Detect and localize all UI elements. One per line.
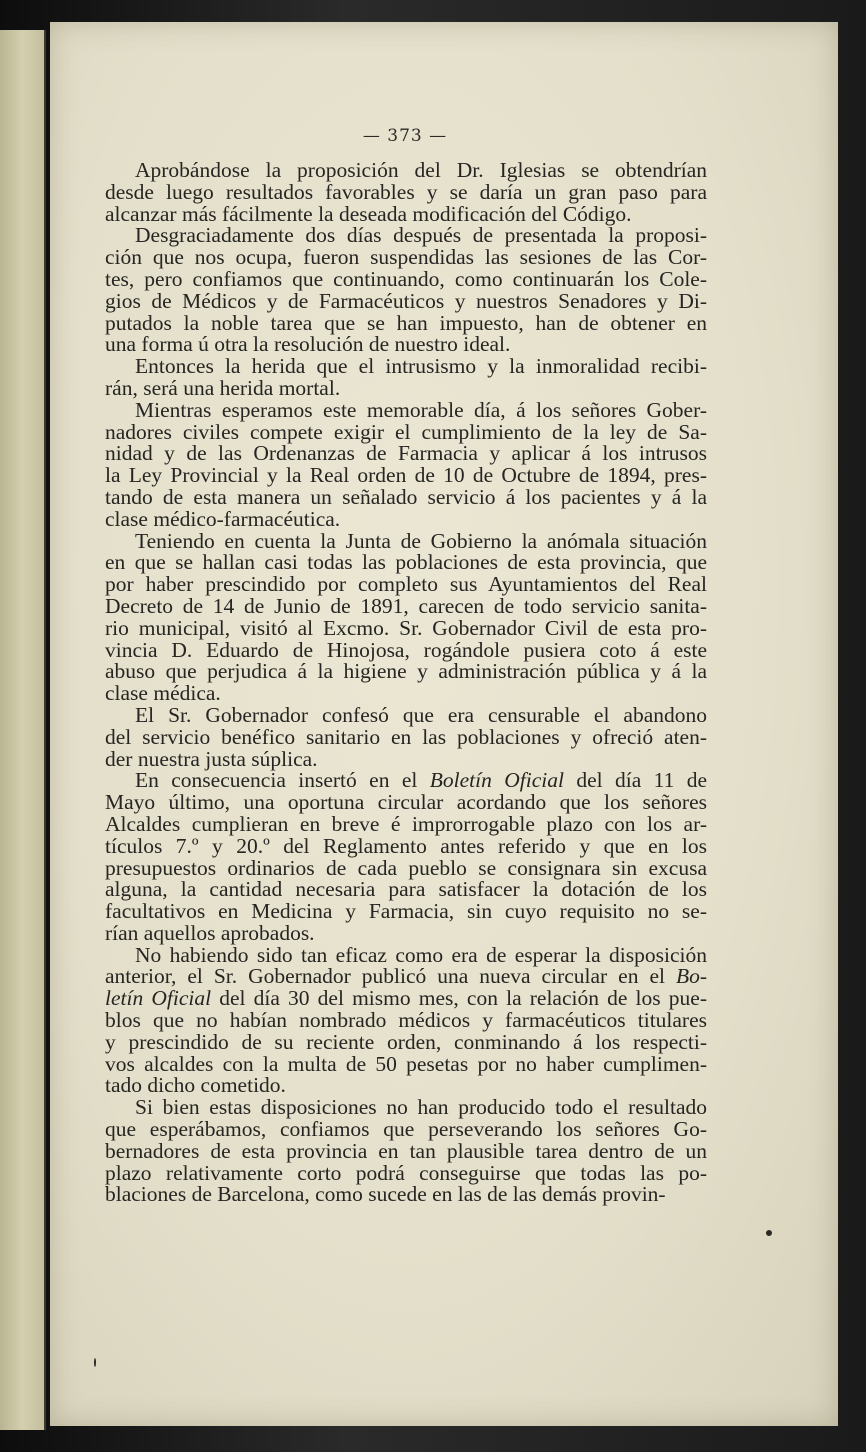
text-line: clase médica. (105, 681, 221, 706)
paragraph (105, 397, 707, 531)
text-line: la Ley Provincial y la Real orden de 10 de Octubre de 1894, pres- (105, 463, 707, 488)
text-line: Teniendo en cuenta la Junta de Gobierno la anómala situación (135, 528, 707, 553)
text-line: Si bien estas disposiciones no han producido todo el resultado (135, 1095, 707, 1120)
ink-speck (94, 1358, 96, 1367)
text-line: El Sr. Gobernador confesó que era censurable el abandono (135, 702, 707, 727)
text-line: vos alcaldes con la multa de 50 pesetas por no haber cumplimen- (105, 1051, 707, 1076)
text-line: putados la noble tarea que se han impuesto, han de obtener en (105, 310, 707, 335)
text-line: vincia D. Eduardo de Hinojosa, rogándole pusiera coto á este (105, 637, 707, 662)
paragraph (105, 702, 707, 771)
text-line: gios de Médicos y de Farmacéuticos y nuestros Senadores y Di- (105, 288, 707, 313)
text-line: del servicio benéfico sanitario en las poblaciones y ofreció aten- (105, 724, 707, 749)
text-line: Entonces la herida que el intrusismo y la inmoralidad recibi- (135, 354, 707, 379)
text-line: bernadores de esta provincia en tan plausible tarea dentro de un (105, 1138, 707, 1163)
text-line: plazo relativamente corto podrá conseguirse que todas las po- (105, 1160, 707, 1185)
previous-page-edge (0, 30, 46, 1430)
text-line: anterior, el Sr. Gobernador publicó una nueva circular en el Bo- (105, 964, 707, 989)
paragraph (105, 942, 707, 1098)
paragraph (105, 1097, 707, 1206)
text-line: nadores civiles compete exigir el cumplimiento de la ley de Sa- (105, 419, 707, 444)
text-line: rio municipal, visitó al Excmo. Sr. Gobernador Civil de esta pro- (105, 615, 707, 640)
text-line: presupuestos ordinarios de cada pueblo se consignara sin excusa (105, 855, 707, 880)
text-line: Aprobándose la proposición del Dr. Iglesias se obtendrían (135, 158, 707, 182)
page-number: — 373 — (362, 126, 448, 146)
text-line: der nuestra justa súplica. (105, 746, 318, 771)
text-line: letín Oficial del día 30 del mismo mes, con la relación de los pue- (105, 986, 707, 1011)
text-line: abuso que perjudica á la higiene y administración pública y á la (105, 659, 707, 684)
text-line: tando de esta manera un señalado servicio á los pacientes y á la (105, 484, 707, 509)
text-line: alcanzar más fácilmente la deseada modificación del Código. (105, 201, 632, 226)
text-line: alguna, la cantidad necesaria para satisfacer la dotación de los (105, 877, 707, 902)
text-line: nidad y de las Ordenanzas de Farmacia y aplicar á los intrusos (105, 441, 707, 466)
text-line: En consecuencia insertó en el Boletín Oficial del día 11 de (135, 768, 708, 793)
paragraph (105, 356, 707, 400)
text-line: tículos 7.º y 20.º del Reglamento antes referido y que en los (105, 833, 707, 858)
text-line: clase médico-farmacéutica. (105, 506, 341, 531)
text-line: Desgraciadamente dos días después de presentada la proposi- (135, 223, 707, 248)
text-line: tes, pero confiamos que continuando, como continuarán los Cole- (105, 266, 707, 291)
text-line: blaciones de Barcelona, como sucede en las de las demás provin- (105, 1182, 666, 1207)
text-line: y prescindido de su reciente orden, conminando á los respecti- (105, 1029, 707, 1054)
text-line: que esperábamos, confiamos que perseverando los señores Go- (105, 1117, 707, 1142)
ink-speck (766, 1230, 772, 1236)
text-line: Alcaldes cumplieran en breve é improrrogable plazo con los ar- (105, 811, 707, 836)
text-line: tado dicho cometido. (105, 1073, 286, 1098)
text-line: Mientras esperamos este memorable día, á los señores Gober- (135, 397, 707, 422)
text-line: Decreto de 14 de Junio de 1891, carecen de todo servicio sanita- (105, 593, 707, 618)
paragraph (105, 160, 707, 225)
text-line: blos que no habían nombrado médicos y farmacéuticos titulares (105, 1008, 707, 1033)
text-line: por haber prescindido por completo sus Ayuntamientos del Real (105, 572, 707, 597)
paragraph (105, 225, 707, 356)
text-line: rán, será una herida mortal. (105, 375, 341, 400)
text-line: en que se hallan casi todas las poblaciones de esta provincia, que (105, 550, 707, 575)
text-line: desde luego resultados favorables y se daría un gran paso para (105, 179, 707, 204)
text-line: facultativos en Medicina y Farmacia, sin cuyo requisito no se- (105, 899, 707, 924)
text-line: No habiendo sido tan eficaz como era de esperar la disposición (135, 942, 707, 967)
text-line: ción que nos ocupa, fueron suspendidas las sesiones de las Cor- (105, 245, 707, 270)
paragraph (105, 770, 707, 944)
text-line: Mayo último, una oportuna circular acordando que los señores (105, 790, 707, 815)
body-text (105, 160, 707, 1206)
text-line: una forma ú otra la resolución de nuestro ideal. (105, 332, 511, 357)
paragraph (105, 528, 707, 706)
text-line: rían aquellos aprobados. (105, 920, 315, 945)
